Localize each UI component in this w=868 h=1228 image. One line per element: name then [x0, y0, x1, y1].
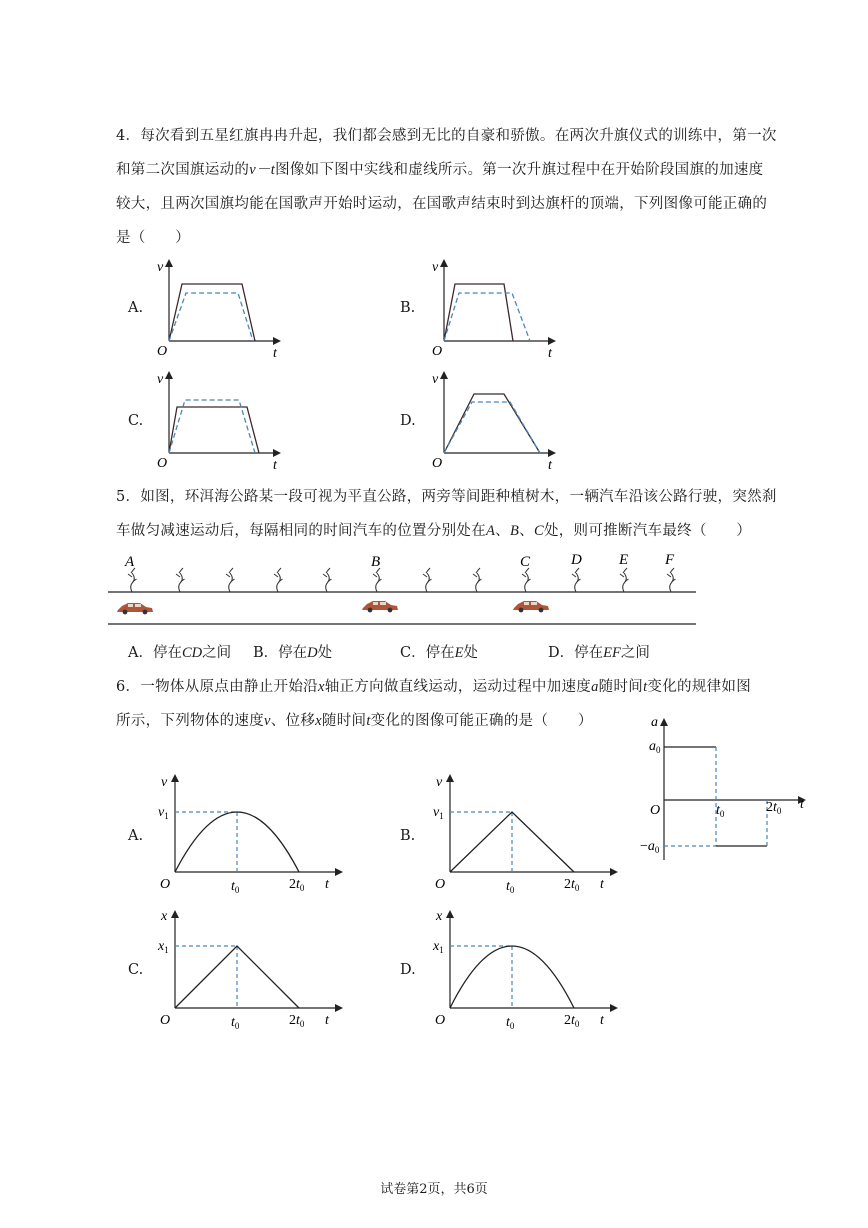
- v-label: v: [432, 372, 439, 387]
- point-b: B: [509, 523, 520, 539]
- option-var: CD: [181, 645, 203, 661]
- tree-icon: [176, 568, 185, 592]
- var-v: v: [264, 713, 271, 729]
- option-var: E: [454, 645, 464, 661]
- t0-label: $t_0$: [231, 879, 240, 895]
- tree-icon: [522, 568, 531, 592]
- option-pre: C．停在: [400, 645, 455, 661]
- origin-label: O: [160, 877, 171, 892]
- q5-option-c[interactable]: [400, 641, 478, 662]
- tree-icon: [373, 568, 382, 592]
- option-post: 之间: [620, 645, 650, 661]
- origin-label: O: [432, 344, 443, 359]
- tree-icon: [620, 568, 629, 592]
- x-label: x: [161, 909, 168, 924]
- trees: [128, 568, 676, 592]
- q6-graph-a-letter: A.: [128, 828, 144, 844]
- v-label: v: [161, 775, 168, 790]
- origin-label: O: [160, 1013, 171, 1028]
- tree-label-b: B: [371, 554, 381, 570]
- origin-label: O: [435, 1013, 446, 1028]
- q6-graph-b-letter: B.: [400, 828, 416, 844]
- x1-label: $x_1$: [158, 939, 169, 955]
- q5-option-d[interactable]: [548, 641, 650, 662]
- origin-label: O: [157, 344, 168, 359]
- q5-option-a[interactable]: [128, 641, 231, 662]
- q4-graph-a: [155, 255, 285, 360]
- option-pre: A．停在: [128, 645, 182, 661]
- tree-label-d: D: [571, 552, 582, 568]
- sep: 、: [519, 523, 534, 539]
- q6-text: 变化的图像可能正确的是（ ）: [370, 713, 593, 729]
- q4-graph-c: [155, 367, 285, 472]
- q4-graph-b-letter: B.: [400, 300, 416, 316]
- t0-label: $t_0$: [506, 879, 515, 895]
- q6-line-1: [116, 675, 751, 696]
- road-figure: [108, 548, 708, 628]
- v1-label: $v_1$: [433, 805, 444, 821]
- q5-line-2-b: 处，则可推断汽车最终（ ）: [543, 523, 752, 539]
- q6-line-2: [116, 709, 593, 730]
- q4-line-2-a: 和第二次国旗运动的: [116, 162, 250, 178]
- tree-icon: [226, 568, 235, 592]
- option-post: 之间: [202, 645, 232, 661]
- car-icon: [513, 601, 549, 612]
- tree-label-f: F: [665, 552, 675, 568]
- q4-line-1: 4．每次看到五星红旗冉冉升起，我们都会感到无比的自豪和骄傲。在两次升旗仪式的训练中，第一次: [116, 128, 777, 144]
- v-label: v: [436, 775, 443, 790]
- q4-graph-c-letter: C.: [128, 413, 144, 429]
- var-x: x: [315, 713, 322, 729]
- option-var: D: [307, 645, 318, 661]
- neg-a0-label: $-a_0$: [640, 839, 660, 855]
- q4-graph-d: [430, 367, 560, 472]
- tree-label-a: A: [125, 554, 135, 570]
- q6-acceleration-graph: [640, 712, 820, 862]
- tree-icon: [323, 568, 332, 592]
- t-label: t: [548, 346, 552, 361]
- tree-icon: [423, 568, 432, 592]
- q5-line-1: 5．如图，环洱海公路某一段可视为平直公路，两旁等间距种植树木，一辆汽车沿该公路行驶，突然刹: [116, 489, 777, 505]
- sep: 、: [495, 523, 510, 539]
- origin-label: O: [435, 877, 446, 892]
- page-footer: 试卷第2页，共6页: [380, 1182, 488, 1197]
- v-label: v: [432, 260, 439, 275]
- v-label: v: [157, 260, 164, 275]
- v1-label: $v_1$: [158, 805, 169, 821]
- q5-line-2: [116, 519, 751, 540]
- q6-text: 随时间: [598, 679, 644, 695]
- option-post: 处: [317, 645, 333, 661]
- q6-text: 所示，下列物体的速度: [116, 713, 264, 729]
- q4-line-3: 较大，且两次国旗均能在国歌声开始时运动，在国歌声结束时到达旗杆的顶端，下列图像可能正确的: [116, 196, 768, 212]
- var-t: t: [643, 679, 648, 695]
- tree-icon: [274, 568, 283, 592]
- t-label: t: [325, 877, 329, 892]
- origin-label: O: [432, 456, 443, 471]
- tree-icon: [667, 568, 676, 592]
- a0-label: $a_0$: [649, 739, 661, 755]
- q5-line-2-a: 车做匀减速运动后，每隔相同的时间汽车的位置分别处在: [116, 523, 486, 539]
- 2t0-label: $2t_0$: [289, 877, 305, 893]
- 2t0-label: $2t_0$: [564, 877, 580, 893]
- var-t: t: [366, 713, 371, 729]
- tree-label-c: C: [520, 554, 531, 570]
- t-label: t: [325, 1013, 329, 1028]
- q6-graph-a: [155, 770, 355, 900]
- option-post: 处: [463, 645, 478, 661]
- tree-icon: [572, 568, 581, 592]
- option-pre: D．停在: [548, 645, 604, 661]
- option-pre: B．停在: [253, 645, 308, 661]
- var-a: a: [591, 679, 599, 695]
- q4-line-2-b: 图像如下图中实线和虚线所示。第一次升旗过程中在开始阶段国旗的加速度: [275, 162, 764, 178]
- q6-graph-b: [430, 770, 630, 900]
- q4-graph-b: [430, 255, 560, 360]
- t-label: t: [548, 458, 552, 473]
- q4-line-4: 是（ ）: [116, 230, 190, 246]
- var-x: x: [317, 679, 325, 695]
- point-c: C: [533, 523, 544, 539]
- t-label: t: [800, 797, 804, 812]
- x-label: x: [436, 909, 443, 924]
- 2t0-label: $2t_0$: [289, 1013, 305, 1029]
- 2t0-label: $2t_0$: [564, 1013, 580, 1029]
- q6-graph-c: [155, 906, 355, 1036]
- q6-graph-c-letter: C.: [128, 962, 144, 978]
- origin-label: O: [650, 803, 661, 818]
- q5-option-b[interactable]: [253, 641, 332, 662]
- t0-label: $t_0$: [716, 803, 725, 819]
- x1-label: $x_1$: [433, 939, 444, 955]
- q4-graph-a-letter: A.: [128, 300, 144, 316]
- t-label: t: [273, 458, 277, 473]
- 2t0-label: $2t_0$: [766, 800, 782, 816]
- vt-label: v－t: [249, 162, 276, 178]
- q6-text: 变化的规律如图: [647, 679, 752, 695]
- tree-icon: [473, 568, 482, 592]
- tree-icon: [128, 568, 137, 592]
- v-label: v: [157, 372, 164, 387]
- origin-label: O: [157, 456, 168, 471]
- tree-label-e: E: [619, 552, 629, 568]
- point-a: A: [486, 523, 496, 539]
- q6-graph-d-letter: D.: [400, 962, 416, 978]
- t-label: t: [600, 877, 604, 892]
- car-icon: [362, 601, 398, 612]
- t0-label: $t_0$: [506, 1015, 515, 1031]
- q6-text: 、位移: [270, 713, 316, 729]
- t0-label: $t_0$: [231, 1015, 240, 1031]
- q6-text: 轴正方向做直线运动，运动过程中加速度: [324, 679, 592, 695]
- option-var: EF: [603, 645, 621, 661]
- q6-text: 6．一物体从原点由静止开始沿: [116, 679, 318, 695]
- car-icon: [117, 603, 153, 614]
- q4-graph-d-letter: D.: [400, 413, 416, 429]
- q6-text: 随时间: [321, 713, 367, 729]
- t-label: t: [600, 1013, 604, 1028]
- a-label: a: [651, 715, 658, 730]
- t-label: t: [273, 346, 277, 361]
- q6-graph-d: [430, 906, 630, 1036]
- q4-line-2: [116, 158, 763, 179]
